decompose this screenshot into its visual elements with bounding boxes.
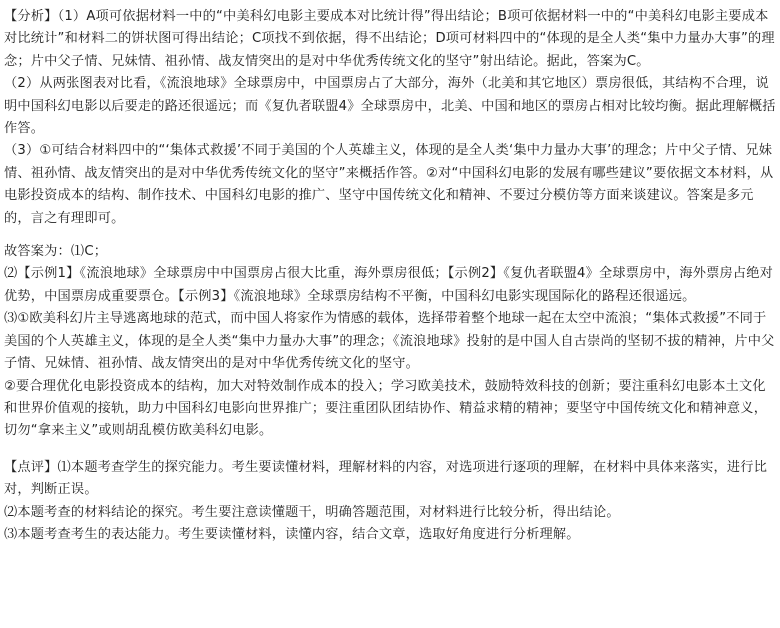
comment-part-2: ⑵本题考查的材料结论的探究。考生要注意读懂题干，明确答题范围，对材料进行比较分析，得出结论。 [4,504,620,520]
comment-part-1: 【点评】⑴本题考查学生的探究能力。考生要读懂材料，理解材料的内容，对选项进行逐项的理解，在材料中具体来落实，进行比对，判断正误。 [4,459,768,498]
comment-section [4,457,776,547]
answer-part-2: ⑵【示例1】《流浪地球》全球票房中中国票房占很大比重，海外票房很低；【示例2】《复仇者联盟4》全球票房中，海外票房占绝对优势，中国票房成重要票仓。【示例3】《流浪地球》全球票房结构不平衡，中国科幻电影实现国际化的路程还很遥远。 [4,266,774,304]
answer-part-1: 故答案为：⑴C； [4,244,108,260]
comment-part-3: ⑶本题考查考生的表达能力。考生要读懂材料，读懂内容，结合文章，选取好角度进行分析理解。 [4,526,580,542]
answer-part-4: ②要合理优化电影投资成本的结构，加大对特效制作成本的投入；学习欧美技术，鼓励特效科技的创新；要注重科幻电影本土文化和世界价值观的接轨，助力中国科幻电影向世界推广；要注重团队团结协作、精益求精的精神；要坚守中国传统文化和精神意义，切勿“拿来主义”或则胡乱模仿欧美科幻电影。 [4,378,768,439]
analysis-part-3: （3）①可结合材料四中的“‘集体式救援’不同于美国的个人英雄主义，体现的是全人类‘集中力量办大事’的理念；片中父子情、兄妹情、祖孙情、战友情突出的是对中华优秀传统文化的坚守”来概括作答。②对“中国科幻电影的发展有哪些建议”要依据文本材料，从电影投资成本的结构、制作技术、中国科幻电影的推广、坚守中国传统文化和精神、不要过分模仿等方面来谈建议。答案是多元的，言之有理即可。 [4,143,774,226]
analysis-part-1: 【分析】（1）A项可依据材料一中的“中美科幻电影主要成本对比统计得”得出结论；B项可依据材料一中的“中美科幻电影主要成本对比统计”和材料二的饼状图可得出结论；C项找不到依据，得不出结论；D项可材料四中的“体现的是全人类“集中力量办大事”的理念；片中父子情、兄妹情、祖孙情、战友情突出的是对中华优秀传统文化的坚守”射出结论。据此，答案为C。 [4,9,775,69]
analysis-part-2: （2）从两张图表对比看，《流浪地球》全球票房中，中国票房占了大部分，海外（北美和其它地区）票房很低，其结构不合理，说明中国科幻电影以后要走的路还很遥远；而《复仇者联盟4》全球票房中，北美、中国和地区的票房占相对比较均衡。据此理解概括作答。 [4,76,776,137]
answer-section [4,241,776,443]
answer-part-3: ⑶①欧美科幻片主导逃离地球的范式，而中国人将家作为情感的载体，选择带着整个地球一起在太空中流浪；“集体式救援”不同于美国的个人英雄主义，体现的是全人类“集中力量办大事”的理念；《流浪地球》投射的是中国人自古崇尚的坚韧不拔的精神，片中父子情、兄妹情、祖孙情、战友情突出的是对中华优秀传统文化的坚守。 [4,311,775,372]
analysis-section [4,6,776,230]
